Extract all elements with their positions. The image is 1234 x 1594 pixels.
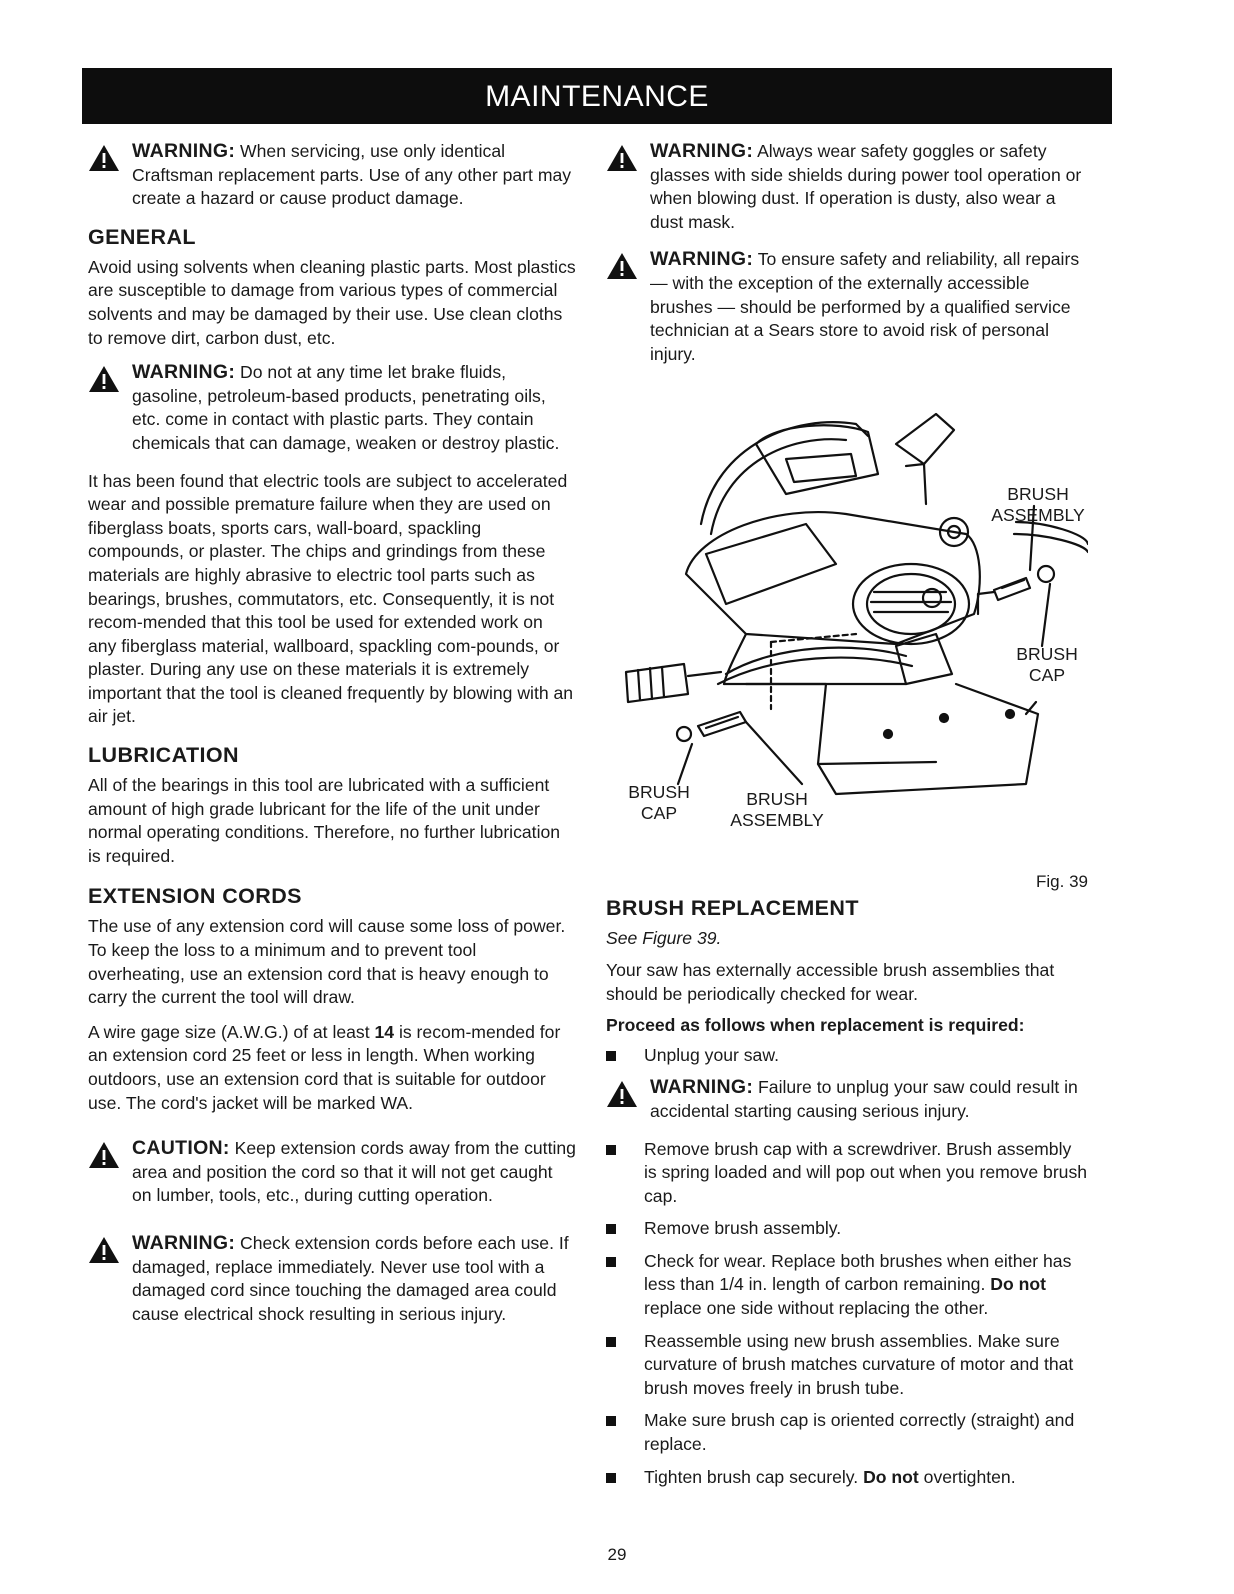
warning-safety-goggles: [606, 140, 1088, 234]
caution-text: Keep extension cords away from the cutting area and position the cord so that it will not get caught on lumber, tools, etc., during cutting operation.: [132, 1138, 576, 1206]
list-item: [606, 1250, 1088, 1321]
warning-keyword: WARNING:: [132, 140, 236, 162]
general-paragraph-1: Avoid using solvents when cleaning plastic parts. Most plastics are susceptible to damage from various types of commercial solvents and may be damaged by their use. Use clean cloths to remove dirt, carbon dust, etc.: [88, 256, 576, 348]
bullet-icon: [606, 1051, 616, 1061]
warning-keyword: WARNING:: [650, 248, 754, 271]
warning-plastic-parts: [88, 361, 576, 455]
step-text: Remove brush assembly.: [644, 1218, 842, 1239]
warning-check-cords: [88, 1232, 576, 1326]
warning-text: Do not at any time let brake fluids, gasoline, petroleum-based products, penetrating oils, etc. come in contact with plastic parts. They contain chemicals that can damage, weaken or destroy plastic.: [132, 362, 560, 453]
left-column: [88, 140, 576, 1340]
warning-keyword: WARNING:: [650, 140, 754, 162]
wire-gage-value: 14: [374, 1021, 395, 1042]
lubrication-paragraph: All of the bearings in this tool are lubricated with a sufficient amount of high grade lubricant for the life of the unit under normal operating conditions. Therefore, no further lubrication is required.: [88, 775, 561, 866]
step-text: Remove brush cap with a screwdriver. Brush assembly is spring loaded and will pop out when you remove brush cap.: [644, 1138, 1088, 1206]
warning-keyword: WARNING:: [132, 1231, 236, 1254]
section-heading-general: GENERAL: [88, 224, 196, 249]
warning-icon: [88, 144, 120, 172]
warning-icon: [606, 1080, 638, 1108]
list-item: [606, 1330, 1088, 1401]
step-text: Unplug your saw.: [644, 1044, 779, 1065]
extension-paragraph-2-end: is recom-mended for an extension cord 25 feet or less in length. When working outdoors, use an extension cord that is suitable for outdoor use. The cord's jacket will be marked WA.: [88, 1021, 561, 1113]
warning-unplug: [606, 1076, 1088, 1123]
warning-text: Always wear safety goggles or safety glasses with side shields during power tool operation or when blowing dust. If operation is dusty, also wear a dust mask.: [650, 141, 1082, 232]
step-text: Reassemble using new brush assemblies. Make sure curvature of brush matches curvature of motor and that brush moves freely in brush tube.: [644, 1330, 1074, 1398]
warning-text: Check extension cords before each use. If damaged, replace immediately. Never use tool with a damaged cord since touching the damaged area could cause electrical shock resulting in serious injury.: [132, 1232, 569, 1324]
figure-number: Fig. 39: [1036, 872, 1088, 892]
warning-text: Failure to unplug your saw could result in accidental starting causing serious injury.: [650, 1077, 1078, 1121]
see-figure-reference: See Figure 39.: [606, 928, 722, 949]
warning-qualified-repairs: [606, 248, 1088, 366]
label-brush-cap-right: BRUSH CAP: [1016, 644, 1078, 686]
label-brush-assembly-top: BRUSH ASSEMBLY: [991, 484, 1085, 526]
section-heading-lubrication: LUBRICATION: [88, 743, 239, 768]
caution-extension-cords: [88, 1137, 576, 1208]
caution-keyword: CAUTION:: [132, 1137, 230, 1160]
general-paragraph-2: It has been found that electric tools are subject to accelerated wear and possible premature failure when they are used on fiberglass boats, sports cars, wall-board, spackling compounds, or plaster. The chips and grindings from these materials are highly abrasive to electric tool parts such as bearings, brushes, commutators, etc. Consequently, it is not recom-mended that this tool be used for extended work on any fiberglass material, wallboard, spackling com-pounds, or plaster. During any use on these materials it is extremely important that the tool is cleaned frequently by blowing with an air jet.: [88, 470, 574, 727]
warning-keyword: WARNING:: [132, 361, 236, 384]
warning-icon: [88, 365, 120, 393]
extension-paragraph-2-start: A wire gage size (A.W.G.) of at least: [88, 1021, 375, 1042]
warning-icon: [88, 1236, 120, 1264]
bullet-icon: [606, 1224, 616, 1234]
page-title: MAINTENANCE: [82, 68, 1112, 124]
list-item: [606, 1138, 1088, 1209]
step-emphasis: Do not: [990, 1274, 1046, 1295]
step-text-start: Check for wear. Replace both brushes when either has less than 1/4 in. length of carbon remaining.: [644, 1250, 1072, 1295]
extension-paragraph-1: The use of any extension cord will cause some loss of power. To keep the loss to a minimum and to prevent tool overheating, use an extension cord that is heavy enough to carry the current the tool will draw.: [88, 916, 566, 1008]
warning-replacement-parts: [88, 140, 576, 211]
list-item: [606, 1217, 1088, 1241]
warning-icon: [88, 1141, 120, 1169]
proceed-instruction: Proceed as follows when replacement is required:: [606, 1015, 1025, 1036]
bullet-icon: [606, 1416, 616, 1426]
warning-keyword: WARNING:: [650, 1076, 754, 1099]
brush-steps-list-continued: [606, 1138, 1088, 1490]
warning-text: When servicing, use only identical Craftsman replacement parts. Use of any other part may create a hazard or cause product damage.: [132, 141, 572, 209]
list-item: [606, 1409, 1088, 1456]
step-text: Make sure brush cap is oriented correctly (straight) and replace.: [644, 1410, 1075, 1455]
figure-39: [606, 384, 1088, 892]
page-number: 29: [607, 1545, 627, 1564]
step-text-end: overtighten.: [918, 1466, 1016, 1487]
bullet-icon: [606, 1337, 616, 1347]
warning-text: To ensure safety and reliability, all repairs — with the exception of the externally accessible brushes — should be performed by a qualified service technician at a Sears store to avoid risk of personal injury.: [650, 249, 1080, 364]
section-heading-extension-cords: EXTENSION CORDS: [88, 884, 302, 909]
warning-icon: [606, 144, 638, 172]
extension-paragraph-2: [88, 1021, 576, 1115]
step-emphasis: Do not: [863, 1466, 919, 1487]
section-heading-brush-replacement: BRUSH REPLACEMENT: [606, 896, 859, 921]
list-item: [606, 1466, 1088, 1490]
label-brush-assembly-bottom: BRUSH ASSEMBLY: [730, 789, 824, 831]
label-brush-cap-left: BRUSH CAP: [628, 782, 690, 824]
brush-steps-list: [606, 1044, 1088, 1068]
bullet-icon: [606, 1473, 616, 1483]
step-text-start: Tighten brush cap securely.: [644, 1466, 864, 1487]
step-text-end: replace one side without replacing the other.: [644, 1298, 989, 1319]
warning-icon: [606, 252, 638, 280]
right-column: [606, 140, 1088, 1498]
brush-paragraph: Your saw has externally accessible brush assemblies that should be periodically checked for wear.: [606, 959, 1055, 1004]
bullet-icon: [606, 1257, 616, 1267]
bullet-icon: [606, 1145, 616, 1155]
list-item: [606, 1044, 1088, 1068]
